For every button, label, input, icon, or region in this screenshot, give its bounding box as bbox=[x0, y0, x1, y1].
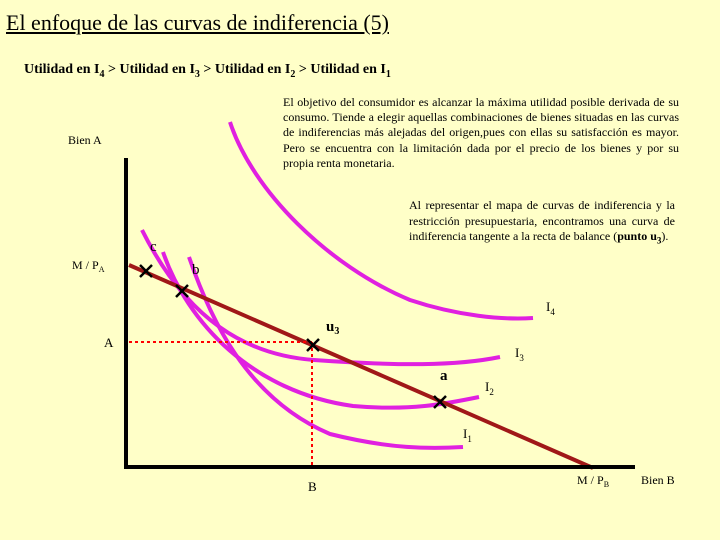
x-axis-label: Bien B bbox=[641, 473, 675, 487]
curve-i3-label: $I_3$ bbox=[515, 345, 524, 363]
curve-i1-label: $I_1$ bbox=[463, 426, 472, 444]
utility-part-4: Utilidad en $I_4$ > bbox=[24, 62, 120, 80]
indifference-curve-i4 bbox=[230, 122, 533, 318]
x-intercept-label: M / $P_B$ bbox=[577, 473, 610, 489]
curve-i2-label: $I_2$ bbox=[485, 379, 494, 397]
y-intercept-label: M / $P_A$ bbox=[72, 258, 105, 274]
explanation-paragraph-1: El objetivo del consumidor es alcanzar la máxima utilidad posible derivada de su consumo. Tiende a elegir aquellas combinaciones de bienes situadas en las curvas de indiferencias más alejadas del origen,pues con ellas su satisfacción es mayor. Pero se encuentra con la limitación dada por el precio de los bienes y por su propia renta monetaria. bbox=[283, 95, 679, 170]
indifference-curve-i2 bbox=[163, 252, 479, 408]
point-c-label: c bbox=[150, 239, 157, 255]
page-title: El enfoque de las curvas de indiferencia (5) bbox=[6, 10, 389, 35]
y-axis-label: Bien A bbox=[68, 133, 102, 147]
utility-part-2: Utilidad en $I_2$ > bbox=[214, 62, 311, 80]
utility-part-3: Utilidad en $I_3$ > bbox=[119, 62, 215, 80]
utility-part-1: Utilidad en $I_1$ bbox=[310, 62, 391, 80]
indifference-curve-i3 bbox=[142, 230, 500, 364]
explanation-paragraph-2: Al representar el mapa de curvas de indiferencia y la restricción presupuestaria, encontramos una curva de indiferencia tangente a la recta de balance (punto $u_3$). bbox=[409, 198, 675, 246]
optimal-b-label: B bbox=[308, 479, 317, 494]
point-a-label: a bbox=[440, 368, 448, 384]
point-u3-label: $u_3$ bbox=[326, 319, 340, 337]
budget-line bbox=[129, 265, 593, 468]
curve-i4-label: $I_4$ bbox=[546, 299, 555, 317]
point-b-label: b bbox=[192, 262, 200, 278]
optimal-a-label: A bbox=[104, 335, 114, 350]
